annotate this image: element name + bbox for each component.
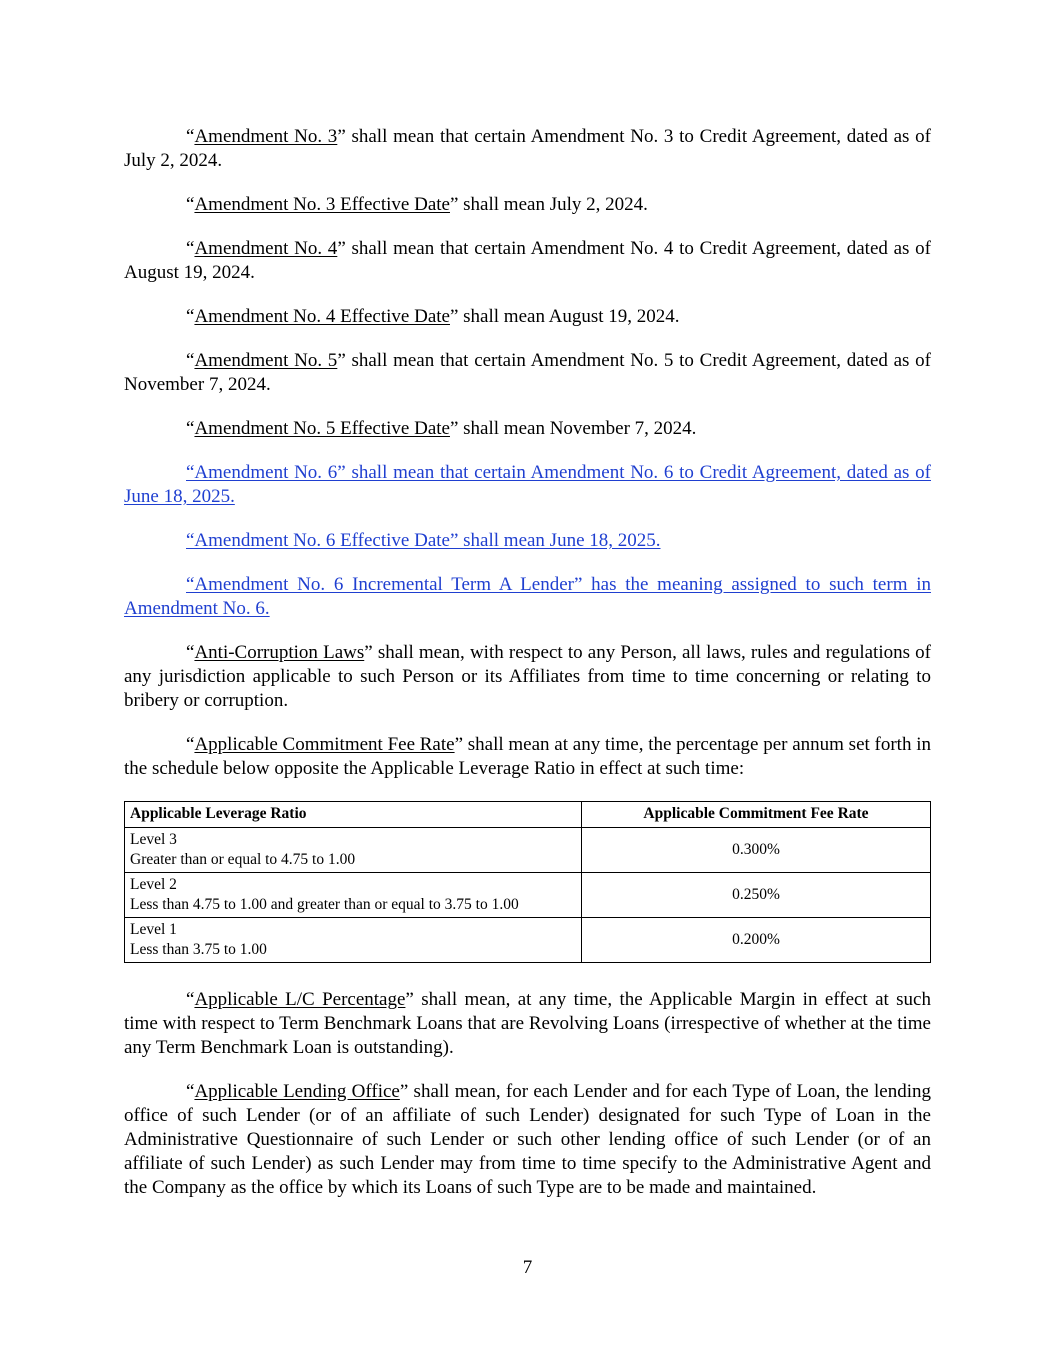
fee-rate-cell: 0.300%: [582, 828, 931, 873]
defined-term: Amendment No. 4 Effective Date: [194, 306, 450, 327]
open-quote: “: [186, 306, 195, 327]
table-row: [125, 918, 931, 963]
open-quote: “: [186, 734, 195, 755]
defined-term: Applicable Commitment Fee Rate: [194, 734, 455, 755]
leverage-ratio-cell: [125, 918, 582, 963]
header-commitment-fee-rate: Applicable Commitment Fee Rate: [582, 802, 931, 828]
commitment-fee-table: [124, 801, 931, 963]
definition-text: ” shall mean, at any time, the Applicable Margin in effect at such time with respect to Term Benchmark Loans that are Revolving Loans (irrespective of whether at the time any Term Benchmark Loan is outstanding).: [124, 989, 931, 1058]
definition-text: ” shall mean that certain Amendment No. 5 to Credit Agreement, dated as of November 7, 2024.: [124, 350, 931, 395]
inserted-text: “Amendment No. 6 Effective Date” shall mean June 18, 2025.: [186, 530, 661, 551]
level-condition: Less than 3.75 to 1.00: [130, 941, 267, 958]
open-quote: “: [186, 238, 195, 259]
table-row: [125, 873, 931, 918]
definition-amendment-6-effective-date-inserted: [124, 529, 931, 553]
table-header-row: [125, 802, 931, 828]
open-quote: “: [186, 989, 195, 1010]
level-condition: Less than 4.75 to 1.00 and greater than or equal to 3.75 to 1.00: [130, 896, 519, 913]
definition-applicable-lending-office: [124, 1080, 931, 1200]
definition-anti-corruption-laws: [124, 641, 931, 713]
defined-term: Amendment No. 5 Effective Date: [194, 418, 450, 439]
fee-rate-cell: 0.250%: [582, 873, 931, 918]
defined-term: Amendment No. 3: [194, 126, 338, 147]
definition-amendment-6-lender-inserted: [124, 573, 931, 621]
open-quote: “: [186, 1081, 195, 1102]
defined-term: Amendment No. 4: [194, 238, 338, 259]
inserted-text: “Amendment No. 6” shall mean that certain Amendment No. 6 to Credit Agreement, dated as of June 18, 2025.: [124, 462, 931, 507]
definition-applicable-lc-percentage: [124, 988, 931, 1060]
page-content: [124, 125, 931, 1220]
definition-amendment-4-effective-date: [124, 305, 931, 329]
definition-text: ” shall mean, for each Lender and for each Type of Loan, the lending office of such Lender (or of an affiliate of such Lender) designated for such Type of Loan in the Administrative Questionnaire of such Lender or such other lending office of such Lender (or of an affiliate of such Lender) as such Lender may from time to time specify to the Administrative Agent and the Company as the office by which its Loans of such Type are to be made and maintained.: [124, 1081, 931, 1198]
defined-term: Applicable L/C Percentage: [194, 989, 406, 1010]
definition-amendment-6-inserted: [124, 461, 931, 509]
definition-amendment-5: [124, 349, 931, 397]
definition-amendment-3-effective-date: [124, 193, 931, 217]
page-number: 7: [522, 1257, 533, 1278]
definition-text: ” shall mean that certain Amendment No. 4 to Credit Agreement, dated as of August 19, 2024.: [124, 238, 931, 283]
level-label: Level 2: [130, 876, 177, 893]
definition-amendment-5-effective-date: [124, 417, 931, 441]
leverage-ratio-cell: [125, 828, 582, 873]
definition-text: ” shall mean November 7, 2024.: [449, 418, 697, 439]
defined-term: Amendment No. 5: [194, 350, 338, 371]
defined-term: Applicable Lending Office: [194, 1081, 400, 1102]
open-quote: “: [186, 194, 195, 215]
definition-text: ” shall mean, with respect to any Person, all laws, rules and regulations of any jurisdiction applicable to such Person or its Affiliates from time to time concerning or relating to bribery or corruption.: [124, 642, 931, 711]
open-quote: “: [186, 642, 195, 663]
table-row: [125, 828, 931, 873]
defined-term: Amendment No. 3 Effective Date: [194, 194, 450, 215]
definition-amendment-3: [124, 125, 931, 173]
level-label: Level 3: [130, 831, 177, 848]
definition-amendment-4: [124, 237, 931, 285]
inserted-text: “Amendment No. 6 Incremental Term A Lender” has the meaning assigned to such term in Amendment No. 6.: [124, 574, 931, 619]
definition-applicable-commitment-fee-rate: [124, 733, 931, 781]
defined-term: Anti-Corruption Laws: [194, 642, 365, 663]
header-leverage-ratio: Applicable Leverage Ratio: [125, 802, 582, 828]
level-condition: Greater than or equal to 4.75 to 1.00: [130, 851, 356, 868]
definition-text: ” shall mean July 2, 2024.: [449, 194, 648, 215]
definition-text: ” shall mean at any time, the percentage per annum set forth in the schedule below opposite the Applicable Leverage Ratio in effect at such time:: [124, 734, 931, 779]
level-label: Level 1: [130, 921, 177, 938]
open-quote: “: [186, 350, 195, 371]
open-quote: “: [186, 418, 195, 439]
fee-rate-cell: 0.200%: [582, 918, 931, 963]
definition-text: ” shall mean August 19, 2024.: [449, 306, 680, 327]
open-quote: “: [186, 126, 195, 147]
leverage-ratio-cell: [125, 873, 582, 918]
definition-text: ” shall mean that certain Amendment No. 3 to Credit Agreement, dated as of July 2, 2024.: [124, 126, 931, 171]
